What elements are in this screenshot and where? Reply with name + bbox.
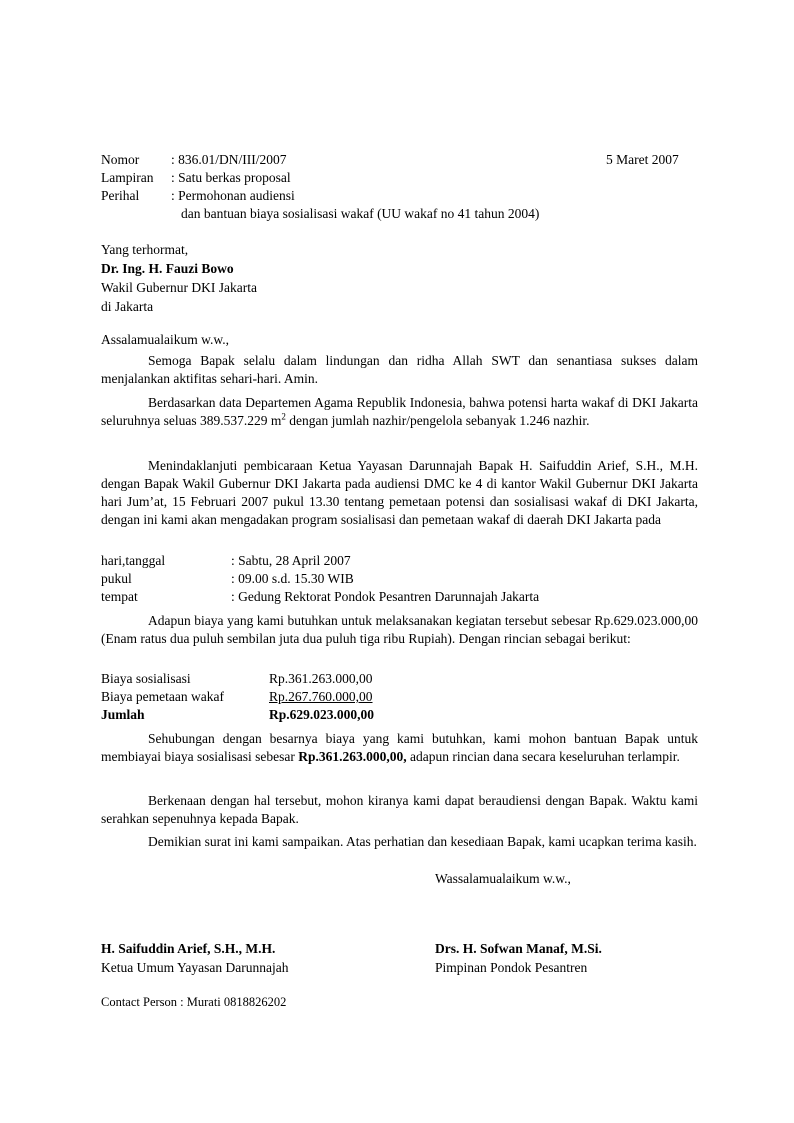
perihal-value-line2: dan bantuan biaya sosialisasi wakaf (UU wakaf no 41 tahun 2004) [181, 206, 540, 221]
schedule-value-date: : Sabtu, 28 April 2007 [231, 553, 351, 568]
cost-value-sosialisasi: Rp.361.263.000,00 [269, 671, 373, 686]
paragraph-2-text-end: dengan jumlah nazhir/pengelola sebanyak 1.246 nazhir. [285, 413, 590, 428]
letter-date: 5 Maret 2007 [606, 152, 679, 167]
nomor-label: Nomor [101, 152, 140, 167]
paragraph-5-amount: Rp.361.263.000,00, [298, 749, 407, 764]
recipient-name: Dr. Ing. H. Fauzi Bowo [101, 261, 234, 276]
schedule-value-place: : Gedung Rektorat Pondok Pesantren Darunnajah Jakarta [231, 589, 540, 604]
paragraph-7: Demikian surat ini kami sampaikan. Atas perhatian dan kesediaan Bapak, kami ucapkan terima kasih. [148, 834, 697, 849]
closing-greeting: Wassalamualaikum w.w., [435, 871, 571, 886]
paragraph-6: Berkenaan dengan hal tersebut, mohon kiranya kami dapat beraudiensi dengan Bapak. Waktu kami serahkan sepenuhnya kepada Bapak. [101, 793, 698, 826]
perihal-value: : Permohonan audiensi [171, 188, 295, 203]
paragraph-2-text: Berdasarkan data Departemen Agama Republik Indonesia, bahwa potensi harta wakaf di DKI Jakarta seluruhnya seluas 389.537.229 m [101, 395, 698, 428]
paragraph-4: Adapun biaya yang kami butuhkan untuk melaksanakan kegiatan tersebut sebesar Rp.629.023.000,00 (Enam ratus dua puluh sembilan juta dua puluh tiga ribu Rupiah). Dengan rincian sebagai berikut: [101, 613, 698, 646]
paragraph-5-text: Sehubungan dengan besarnya biaya yang kami butuhkan, kami mohon bantuan Bapak untuk membiayai biaya sosialisasi sebesar [101, 731, 698, 764]
signature-right-name: Drs. H. Sofwan Manaf, M.Si. [435, 941, 602, 956]
paragraph-1: Semoga Bapak selalu dalam lindungan dan ridha Allah SWT dan senantiasa sukses dalam menjalankan aktifitas sehari-hari. Amin. [101, 353, 698, 386]
paragraph-5-text-end: adapun rincian dana secara keseluruhan terlampir. [406, 749, 680, 764]
signature-left-title: Ketua Umum Yayasan Darunnajah [101, 960, 289, 975]
cost-value-total: Rp.629.023.000,00 [269, 707, 375, 722]
nomor-value: : 836.01/DN/III/2007 [171, 152, 287, 167]
recipient-greeting: Yang terhormat, [101, 242, 189, 257]
paragraph-5 [101, 730, 698, 766]
schedule-label-place: tempat [101, 589, 138, 604]
paragraph-2 [101, 394, 698, 430]
contact-person: Contact Person : Murati 0818826202 [101, 995, 287, 1009]
schedule-value-time: : 09.00 s.d. 15.30 WIB [231, 571, 354, 586]
schedule-label-date: hari,tanggal [101, 553, 166, 568]
salutation: Assalamualaikum w.w., [101, 332, 229, 347]
cost-label-total: Jumlah [101, 707, 145, 722]
recipient-position: Wakil Gubernur DKI Jakarta [101, 280, 257, 295]
cost-value-pemetaan: Rp.267.760.000,00 [269, 689, 373, 704]
paragraph-3: Menindaklanjuti pembicaraan Ketua Yayasan Darunnajah Bapak H. Saifuddin Arief, S.H., M.H. dengan Bapak Wakil Gubernur DKI Jakarta pada audiensi DMC ke 4 di kantor Wakil Gubernur DKI Jakarta hari Jum’at, 15 Februari 2007 pukul 13.30 tentang pemetaan potensi dan sosialisasi wakaf di DKI Jakarta, dengan ini kami akan mengadakan program sosialisasi dan pemetaan wakaf di daerah DKI Jakarta pada [101, 458, 698, 527]
signature-left-name: H. Saifuddin Arief, S.H., M.H. [101, 941, 276, 956]
recipient-place: di Jakarta [101, 299, 154, 314]
lampiran-value: : Satu berkas proposal [171, 170, 291, 185]
schedule-label-time: pukul [101, 571, 132, 586]
lampiran-label: Lampiran [101, 170, 154, 185]
perihal-label: Perihal [101, 188, 140, 203]
cost-label-pemetaan: Biaya pemetaan wakaf [101, 689, 224, 704]
superscript-2: 2 [281, 411, 286, 422]
signature-right-title: Pimpinan Pondok Pesantren [435, 960, 588, 975]
cost-label-sosialisasi: Biaya sosialisasi [101, 671, 191, 686]
